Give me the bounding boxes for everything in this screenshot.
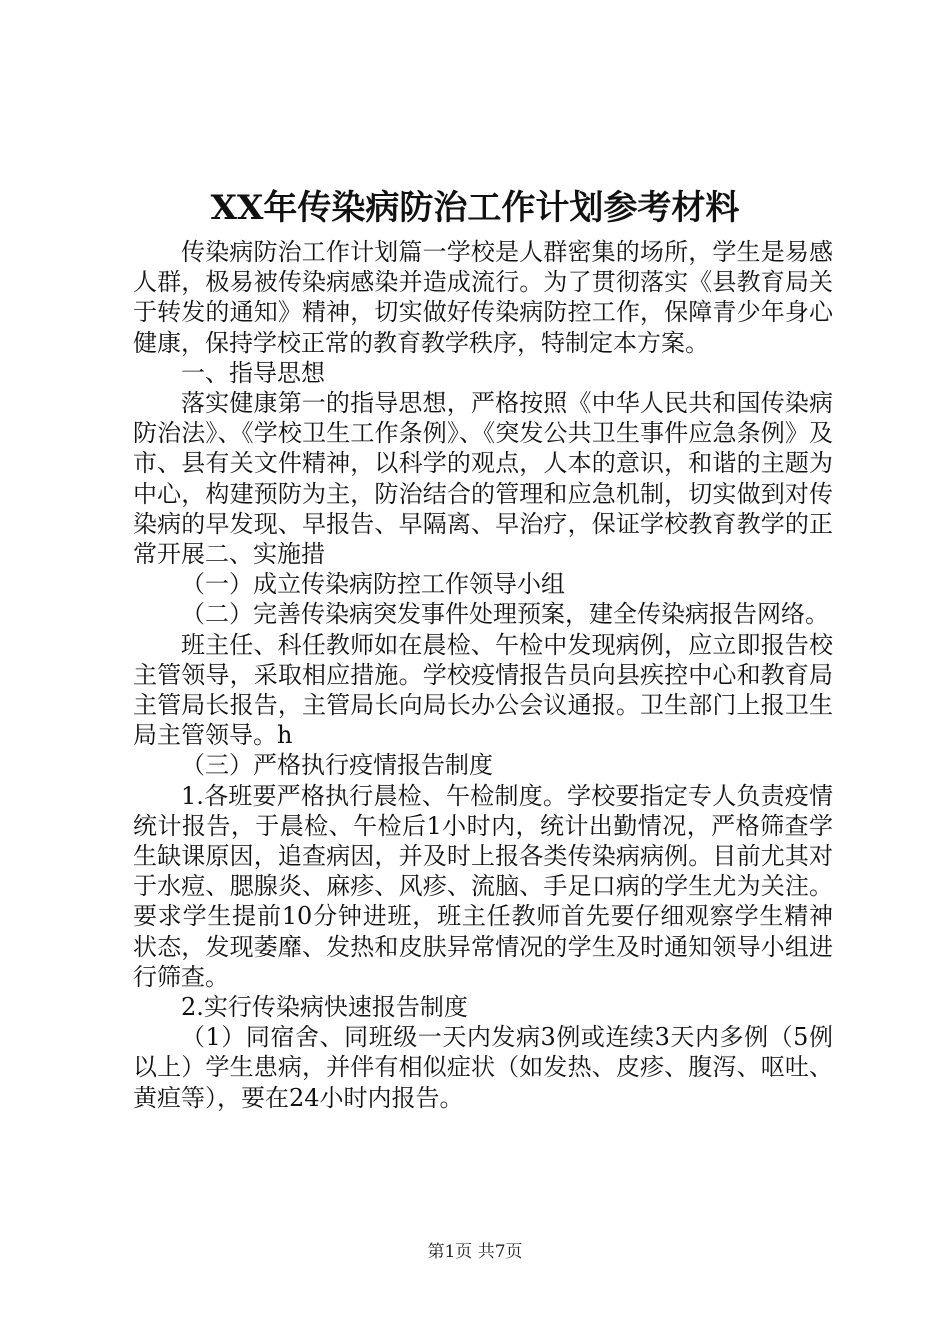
heading-leadership-group: （一）成立传染病防控工作领导小组: [181, 570, 565, 599]
heading-guiding-ideology: 一、指导思想: [181, 358, 325, 387]
paragraph-morning-check: 1.各班要严格执行晨检、午检制度。学校要指定专人负责疫情统计报告，于晨检、午检后1小时内，统计出勤情况，严格筛查学生缺课原因，追查病因，并及时上报各类传染病病例。目前尤其对于水痘、腮腺炎、麻疹、风疹、流脑、手足口病的学生尤为关注。要求学生提前10分钟进班，班主任教师首先要仔细观察学生精神状态，发现萎靡、发热和皮肤异常情况的学生及时通知领导小组进行筛查。: [133, 781, 833, 991]
heading-emergency-plan: （二）完善传染病突发事件处理预案，建全传染病报告网络。: [181, 600, 829, 629]
document-body: [133, 237, 833, 1113]
paragraph-reporting-chain: 班主任、科任教师如在晨检、午检中发现病例，应立即报告校主管领导，采取相应措施。学校疫情报告员向县疾控中心和教育局主管局长报告，主管局长向局长办公会议通报。卫生部门上报卫生局主管领导。h: [133, 630, 833, 750]
document-title: XX年传染病防治工作计划参考材料: [210, 188, 740, 228]
heading-rapid-reporting: 2.实行传染病快速报告制度: [181, 993, 468, 1022]
paragraph-outbreak-criteria: （1）同宿舍、同班级一天内发病3例或连续3天内多例（5例以上）学生患病，并伴有相似症状（如发热、皮疹、腹泻、呕吐、黄疸等），要在24小时内报告。: [133, 1023, 833, 1112]
paragraph-guiding-ideology: 落实健康第一的指导思想，严格按照《中华人民共和国传染病防治法》、《学校卫生工作条例》、《突发公共卫生事件应急条例》及市、县有关文件精神，以科学的观点，人本的意识，和谐的主题为中心，构建预防为主，防治结合的管理和应急机制，切实做到对传染病的早发现、早报告、早隔离、早治疗，保证学校教育教学的正常开展二、实施措: [133, 389, 833, 569]
heading-reporting-system: （三）严格执行疫情报告制度: [181, 751, 493, 780]
paragraph-intro: 传染病防治工作计划篇一学校是人群密集的场所，学生是易感人群，极易被传染病感染并造成流行。为了贯彻落实《县教育局关于转发的通知》精神，切实做好传染病防控工作，保障青少年身心健康，保持学校正常的教育教学秩序，特制定本方案。: [133, 238, 833, 357]
page-footer: 第1页 共7页: [427, 1242, 523, 1262]
